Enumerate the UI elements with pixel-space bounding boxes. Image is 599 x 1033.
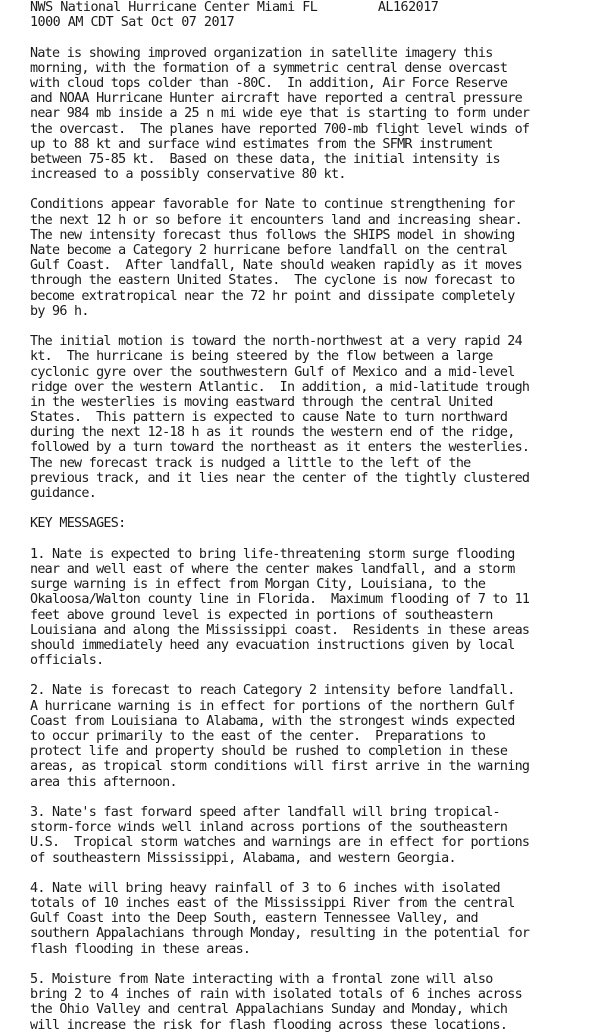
paragraph-motion bbox=[30, 334, 599, 501]
paragraph-gap bbox=[30, 957, 599, 972]
office-line: NWS National Hurricane Center Miami FL AL162017 bbox=[30, 0, 439, 15]
key-message-3 bbox=[30, 805, 599, 866]
text-line: up to 88 kt and surface wind estimates from the SFMR instrument bbox=[30, 136, 493, 152]
text-line: morning, with the formation of a symmetric central dense overcast bbox=[30, 60, 508, 76]
text-line: Okaloosa/Walton county line in Florida. Maximum flooding of 7 to 11 bbox=[30, 592, 530, 608]
text-line: Nate become a Category 2 hurricane before landfall on the central bbox=[30, 243, 508, 258]
text-line: by 96 h. bbox=[30, 303, 89, 319]
text-line: 5. Moisture from Nate interacting with a frontal zone will also bbox=[30, 972, 493, 987]
text-line: will increase the risk for flash flooding across these locations. bbox=[30, 1017, 508, 1033]
text-line: kt. The hurricane is being steered by the flow between a large bbox=[30, 349, 493, 365]
paragraph-gap bbox=[30, 790, 599, 805]
text-line: 3. Nate's fast forward speed after landfall will bring tropical- bbox=[30, 804, 500, 820]
text-line: A hurricane warning is in effect for portions of the northern Gulf bbox=[30, 698, 515, 714]
key-message-4 bbox=[30, 881, 599, 957]
text-line: guidance. bbox=[30, 486, 97, 501]
text-line: cyclonic gyre over the southwestern Gulf of Mexico and a mid-level bbox=[30, 364, 515, 380]
paragraph-gap bbox=[30, 30, 599, 45]
paragraph-intensity bbox=[30, 46, 599, 183]
text-line: Gulf Coast into the Deep South, eastern Tennessee Valley, and bbox=[30, 911, 478, 927]
text-line: in the westerlies is moving eastward through the central United bbox=[30, 394, 493, 410]
text-line: through the eastern United States. The cyclone is now forecast to bbox=[30, 273, 515, 289]
text-line: U.S. Tropical storm watches and warnings are in effect for portions bbox=[30, 835, 530, 851]
text-line: storm-force winds well inland across portions of the southeastern bbox=[30, 820, 508, 836]
text-line: bring 2 to 4 inches of rain with isolated totals of 6 inches across bbox=[30, 987, 522, 1003]
discussion-document bbox=[30, 0, 599, 1033]
key-message-1 bbox=[30, 547, 599, 669]
key-message-2 bbox=[30, 683, 599, 789]
paragraph-gap bbox=[30, 668, 599, 683]
text-line: Nate is showing improved organization in satellite imagery this bbox=[30, 45, 493, 61]
text-line: 4. Nate will bring heavy rainfall of 3 to 6 inches with isolated bbox=[30, 880, 500, 896]
text-line: KEY MESSAGES: bbox=[30, 516, 126, 532]
text-line: previous track, and it lies near the center of the tightly clustered bbox=[30, 470, 530, 486]
text-line: to occur primarily to the east of the center. Preparations to bbox=[30, 729, 486, 744]
text-line: of southeastern Mississippi, Alabama, and western Georgia. bbox=[30, 850, 456, 866]
text-line: near and well east of where the center makes landfall, and a storm bbox=[30, 561, 515, 577]
text-line: the next 12 h or so before it encounters land and increasing shear. bbox=[30, 212, 522, 228]
text-line: 1. Nate is expected to bring life-threatening storm surge flooding bbox=[30, 546, 515, 562]
paragraph-gap bbox=[30, 182, 599, 197]
text-line: Louisiana and along the Mississippi coast. Residents in these areas bbox=[30, 622, 530, 638]
text-line: between 75-85 kt. Based on these data, the initial intensity is bbox=[30, 151, 500, 167]
issue-time-line: 1000 AM CDT Sat Oct 07 2017 bbox=[30, 15, 235, 31]
text-line: 2. Nate is forecast to reach Category 2 intensity before landfall. bbox=[30, 683, 515, 699]
text-line: during the next 12-18 h as it rounds the western end of the ridge, bbox=[30, 425, 515, 441]
paragraph-gap bbox=[30, 319, 599, 334]
text-line: The new intensity forecast thus follows the SHIPS model in showing bbox=[30, 227, 515, 243]
paragraph-gap bbox=[30, 532, 599, 547]
text-line: Gulf Coast. After landfall, Nate should weaken rapidly as it moves bbox=[30, 258, 522, 274]
text-line: the Ohio Valley and central Appalachians Sunday and Monday, which bbox=[30, 1002, 508, 1018]
text-line: feet above ground level is expected in portions of southeastern bbox=[30, 607, 493, 623]
text-line: areas, as tropical storm conditions will first arrive in the warning bbox=[30, 759, 530, 775]
text-line: Conditions appear favorable for Nate to continue strengthening for bbox=[30, 197, 515, 213]
bulletin-header bbox=[30, 0, 599, 30]
text-line: and NOAA Hurricane Hunter aircraft have reported a central pressure bbox=[30, 91, 522, 107]
text-line: area this afternoon. bbox=[30, 774, 177, 790]
text-line: followed by a turn toward the northeast as it enters the westerlies. bbox=[30, 440, 530, 456]
paragraph-gap bbox=[30, 866, 599, 881]
text-line: protect life and property should be rushed to completion in these bbox=[30, 744, 508, 760]
text-line: ridge over the western Atlantic. In addition, a mid-latitude trough bbox=[30, 379, 530, 395]
key-messages-heading bbox=[30, 516, 599, 531]
text-line: totals of 10 inches east of the Mississippi River from the central bbox=[30, 896, 515, 912]
text-line: flash flooding in these areas. bbox=[30, 941, 251, 957]
text-line: the overcast. The planes have reported 700-mb flight level winds of bbox=[30, 121, 530, 137]
discussion-body bbox=[30, 30, 599, 1032]
paragraph-forecast bbox=[30, 197, 599, 319]
text-line: surge warning is in effect from Morgan City, Louisiana, to the bbox=[30, 577, 486, 593]
text-line: Coast from Louisiana to Alabama, with the strongest winds expected bbox=[30, 713, 515, 729]
text-line: should immediately heed any evacuation instructions given by local bbox=[30, 637, 515, 653]
text-line: with cloud tops colder than -80C. In addition, Air Force Reserve bbox=[30, 75, 508, 91]
text-line: The new forecast track is nudged a little to the left of the bbox=[30, 455, 471, 471]
text-line: become extratropical near the 72 hr point and dissipate completely bbox=[30, 288, 515, 304]
paragraph-gap bbox=[30, 501, 599, 516]
text-line: States. This pattern is expected to cause Nate to turn northward bbox=[30, 410, 508, 426]
text-line: officials. bbox=[30, 653, 104, 669]
text-line: The initial motion is toward the north-northwest at a very rapid 24 bbox=[30, 334, 522, 350]
text-line: southern Appalachians through Monday, resulting in the potential for bbox=[30, 926, 530, 942]
text-line: near 984 mb inside a 25 n mi wide eye that is starting to form under bbox=[30, 106, 530, 122]
text-line: increased to a possibly conservative 80 kt. bbox=[30, 167, 346, 183]
